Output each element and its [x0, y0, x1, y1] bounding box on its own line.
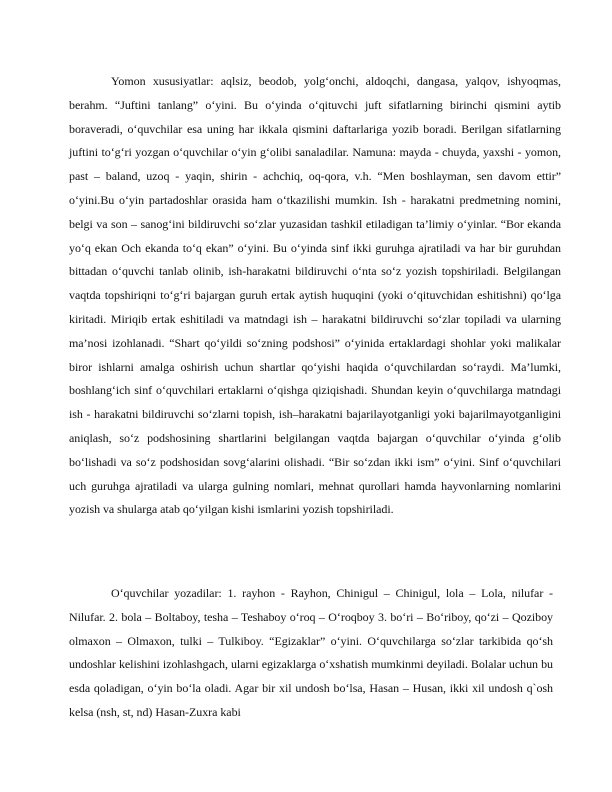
paragraph-2: O‘quvchilar yozadilar: 1. rayhon - Rayhon, Chinigul – Chinigul, lola – Lola, nilufar - Nilufar. 2. bola – Boltaboy, tesha – Teshaboy o‘roq – O‘roqboy 3. bo‘ri – Bo‘riboy, qo‘zi – Qoziboy olmaxon – Olmaxon, tulki – Tulkiboy. “Egizaklar” o‘yini. O‘quvchilarga so‘zlar tarkibida qo‘sh undoshlar kelishini izohlashgach, ularni egizaklarga o‘xshatish mumkinmi deyiladi. Bolalar uchun bu esda qoladigan, o‘yin bo‘la oladi. Agar bir xil undosh bo‘lsa, Hasan – Husan, ikki xil undosh q`osh kelsa (nsh, st, nd) Hasan-Zuxra kabi	[69, 586, 553, 719]
paragraph-1: Yomon xususiyatlar: aqlsiz, beodob, yolg‘onchi, aldoqchi, dangasa, yalqov, ishyoqmas, berahm. “Juftini tanlang” o‘yini. Bu o‘yinda o‘qituvchi juft sifatlarning birinchi qismini aytib boraveradi, o‘quvchilar esa uning har ikkala qismini daftarlariga yozib boradi. Berilgan sifatlarning juftini to‘g‘ri yozgan o‘quvchilar o‘yin g‘olibi sanaladilar. Namuna: mayda - chuyda, yaxshi - yomon, past – baland, uzoq - yaqin, shirin - achchiq, oq-qora, v.h. “Men boshlayman, sen davom ettir” o‘yini.Bu o‘yin partadoshlar orasida ham o‘tkazilishi mumkin. Ish - harakatni predmetning nomini, belgi va son – sanog‘ini bildiruvchi so‘zlar yuzasidan tashkil etiladigan ta’limiy o‘yinlar. “Bor ekanda yo‘q ekan Och ekanda to‘q ekan” o‘yini. Bu o‘yinda sinf ikki guruhga ajratiladi va har bir guruhdan bittadan o‘quvchi tanlab olinib, ish-harakatni bildiruvchi o‘nta so‘z yozish topshiriladi. Belgilangan vaqtda topshiriqni to‘g‘ri bajargan guruh ertak aytish huquqini (yoki o‘qituvchidan eshitishni) qo‘lga kiritadi. Miriqib ertak eshitiladi va matndagi ish – harakatni bildiruvchi so‘zlar topiladi va ularning ma’nosi izohlanadi. “Shart qo‘yildi so‘zning podshosi” o‘yinida ertaklardagi shohlar yoki malikalar biror ishlarni amalga oshirish uchun shartlar qo‘yishi haqida o‘quvchilardan so‘raydi. Ma’lumki, boshlang‘ich sinf o‘quvchilari ertaklarni o‘qishga qiziqishadi. Shundan keyin o‘quvchilarga matndagi ish - harakatni bildiruvchi so‘zlarni topish, ish–harakatni bajarilayotganligi yoki bajarilmayotganligini aniqlash, so‘z podshosining shartlarini belgilangan vaqtda bajargan o‘quvchilar o‘yinda g‘olib bo‘lishadi va so‘z podshosidan sovg‘alarini olishadi. “Bir so‘zdan ikki ism” o‘yini. Sinf o‘quvchilari uch guruhga ajratiladi va ularga gulning nomlari, mehnat qurollari hamda hayvonlarning nomlarini yozish va shularga atab qo‘yilgan kishi ismlarini yozish topshiriladi.	[69, 74, 561, 517]
